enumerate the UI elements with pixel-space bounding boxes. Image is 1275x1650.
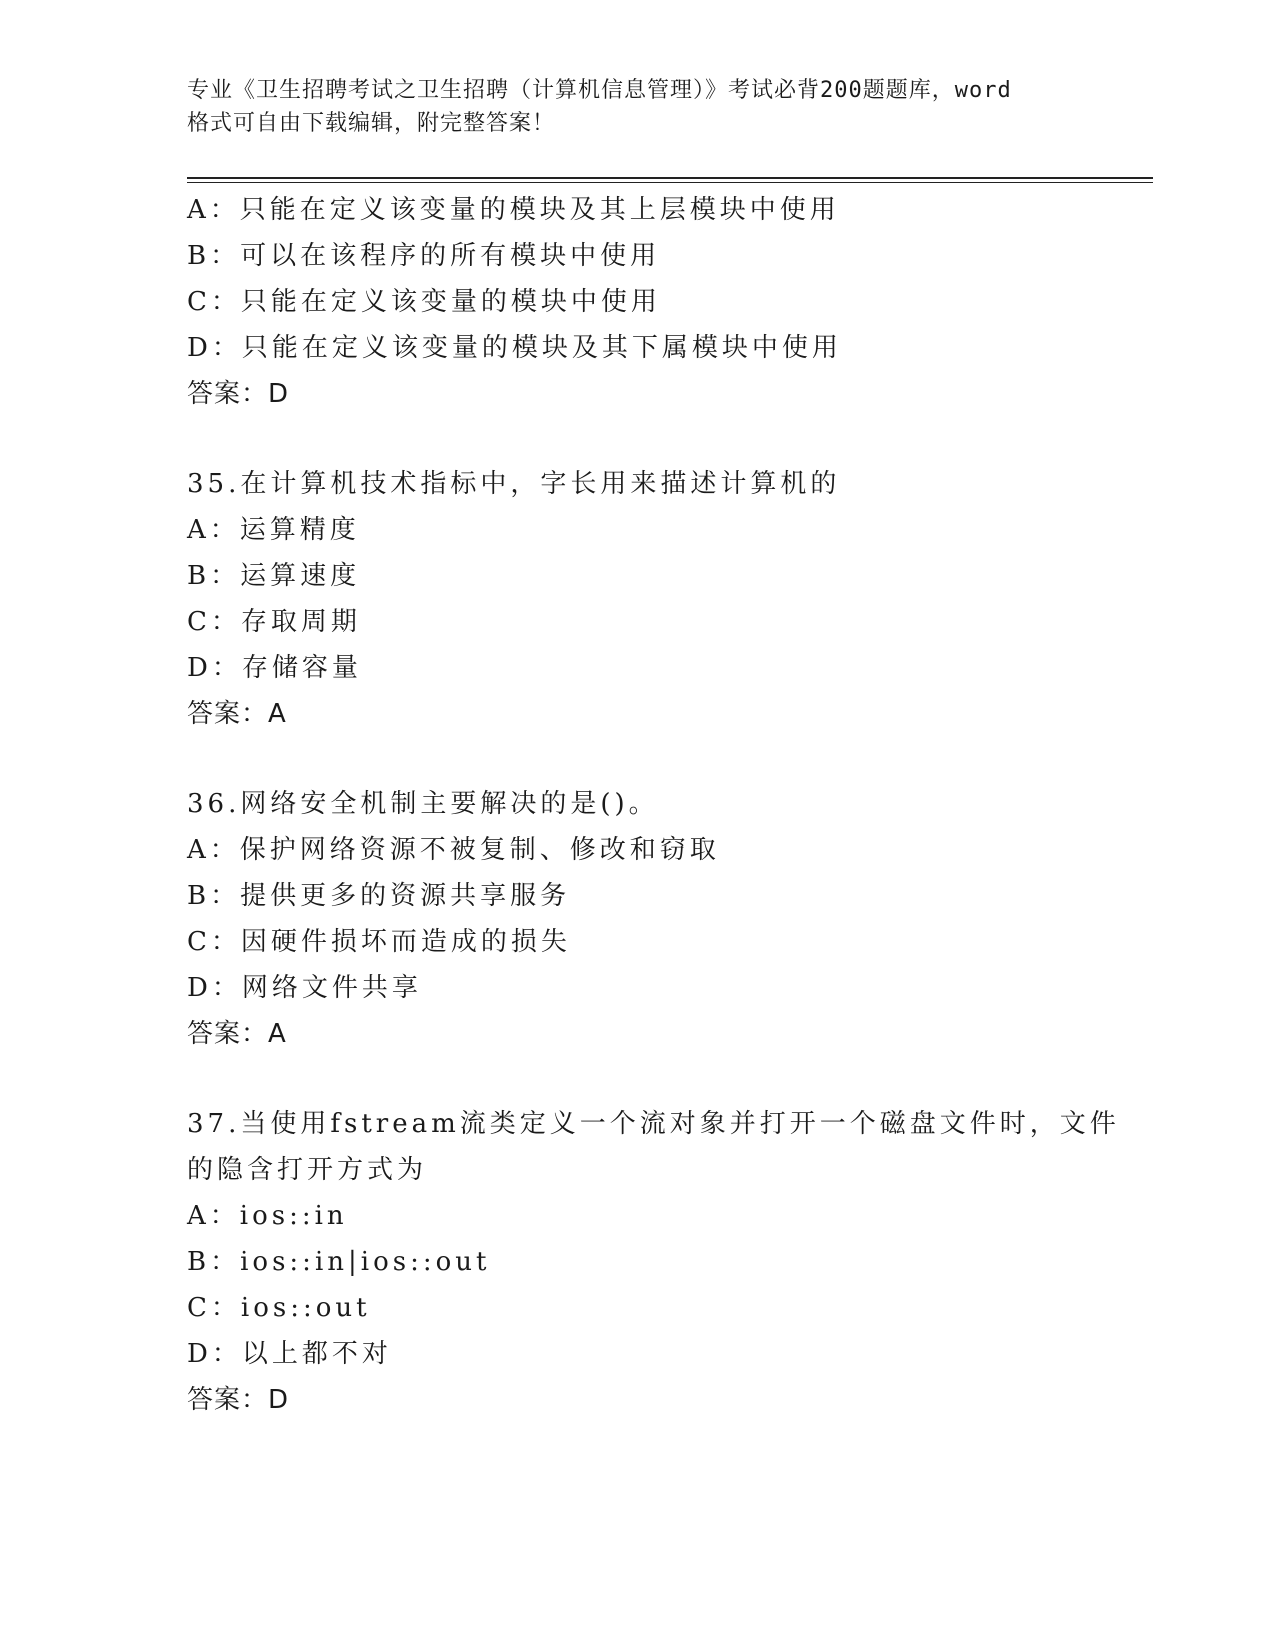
option-d: D：网络文件共享 bbox=[187, 973, 422, 1003]
option-d: D：存储容量 bbox=[187, 653, 362, 683]
option-a: A：保护网络资源不被复制、修改和窃取 bbox=[187, 835, 720, 865]
document-header bbox=[187, 74, 1087, 140]
option-c: C：只能在定义该变量的模块中使用 bbox=[187, 287, 661, 317]
answer-text: 答案：D bbox=[187, 379, 290, 409]
spacer bbox=[187, 737, 1087, 781]
header-line-1: 专业《卫生招聘考试之卫生招聘（计算机信息管理）》考试必背200题题库，word bbox=[187, 78, 1012, 103]
option-a: A：运算精度 bbox=[187, 515, 360, 545]
header-divider bbox=[187, 177, 1153, 179]
option-a: A：只能在定义该变量的模块及其上层模块中使用 bbox=[187, 195, 840, 225]
question-list bbox=[187, 187, 1120, 1423]
question-37 bbox=[187, 1101, 1120, 1423]
option-c: C：存取周期 bbox=[187, 607, 361, 637]
option-b: B：ios::in|ios::out bbox=[187, 1247, 491, 1277]
answer-text: 答案：A bbox=[187, 1019, 287, 1049]
question-35 bbox=[187, 461, 1087, 737]
question-text-line-1: 37.当使用fstream流类定义一个流对象并打开一个磁盘文件时，文件 bbox=[187, 1109, 1120, 1139]
question-text-line-2: 的隐含打开方式为 bbox=[187, 1155, 428, 1185]
question-text: 35.在计算机技术指标中，字长用来描述计算机的 bbox=[187, 469, 841, 499]
answer-text: 答案：D bbox=[187, 1385, 290, 1415]
question-text: 36.网络安全机制主要解决的是()。 bbox=[187, 789, 659, 819]
spacer bbox=[187, 1057, 1087, 1101]
header-line-2: 格式可自由下载编辑，附完整答案！ bbox=[187, 111, 556, 136]
option-b: B：提供更多的资源共享服务 bbox=[187, 881, 571, 911]
option-c: C：因硬件损坏而造成的损失 bbox=[187, 927, 571, 957]
option-b: B：运算速度 bbox=[187, 561, 361, 591]
option-c: C：ios::out bbox=[187, 1293, 371, 1323]
answer-text: 答案：A bbox=[187, 699, 287, 729]
option-b: B：可以在该程序的所有模块中使用 bbox=[187, 241, 661, 271]
option-a: A：ios::in bbox=[187, 1201, 348, 1231]
option-d: D：只能在定义该变量的模块及其下属模块中使用 bbox=[187, 333, 842, 363]
question-34 bbox=[187, 187, 1087, 417]
spacer bbox=[187, 417, 1087, 461]
option-d: D：以上都不对 bbox=[187, 1339, 392, 1369]
header-divider-thin bbox=[187, 182, 1153, 183]
question-36 bbox=[187, 781, 1087, 1057]
